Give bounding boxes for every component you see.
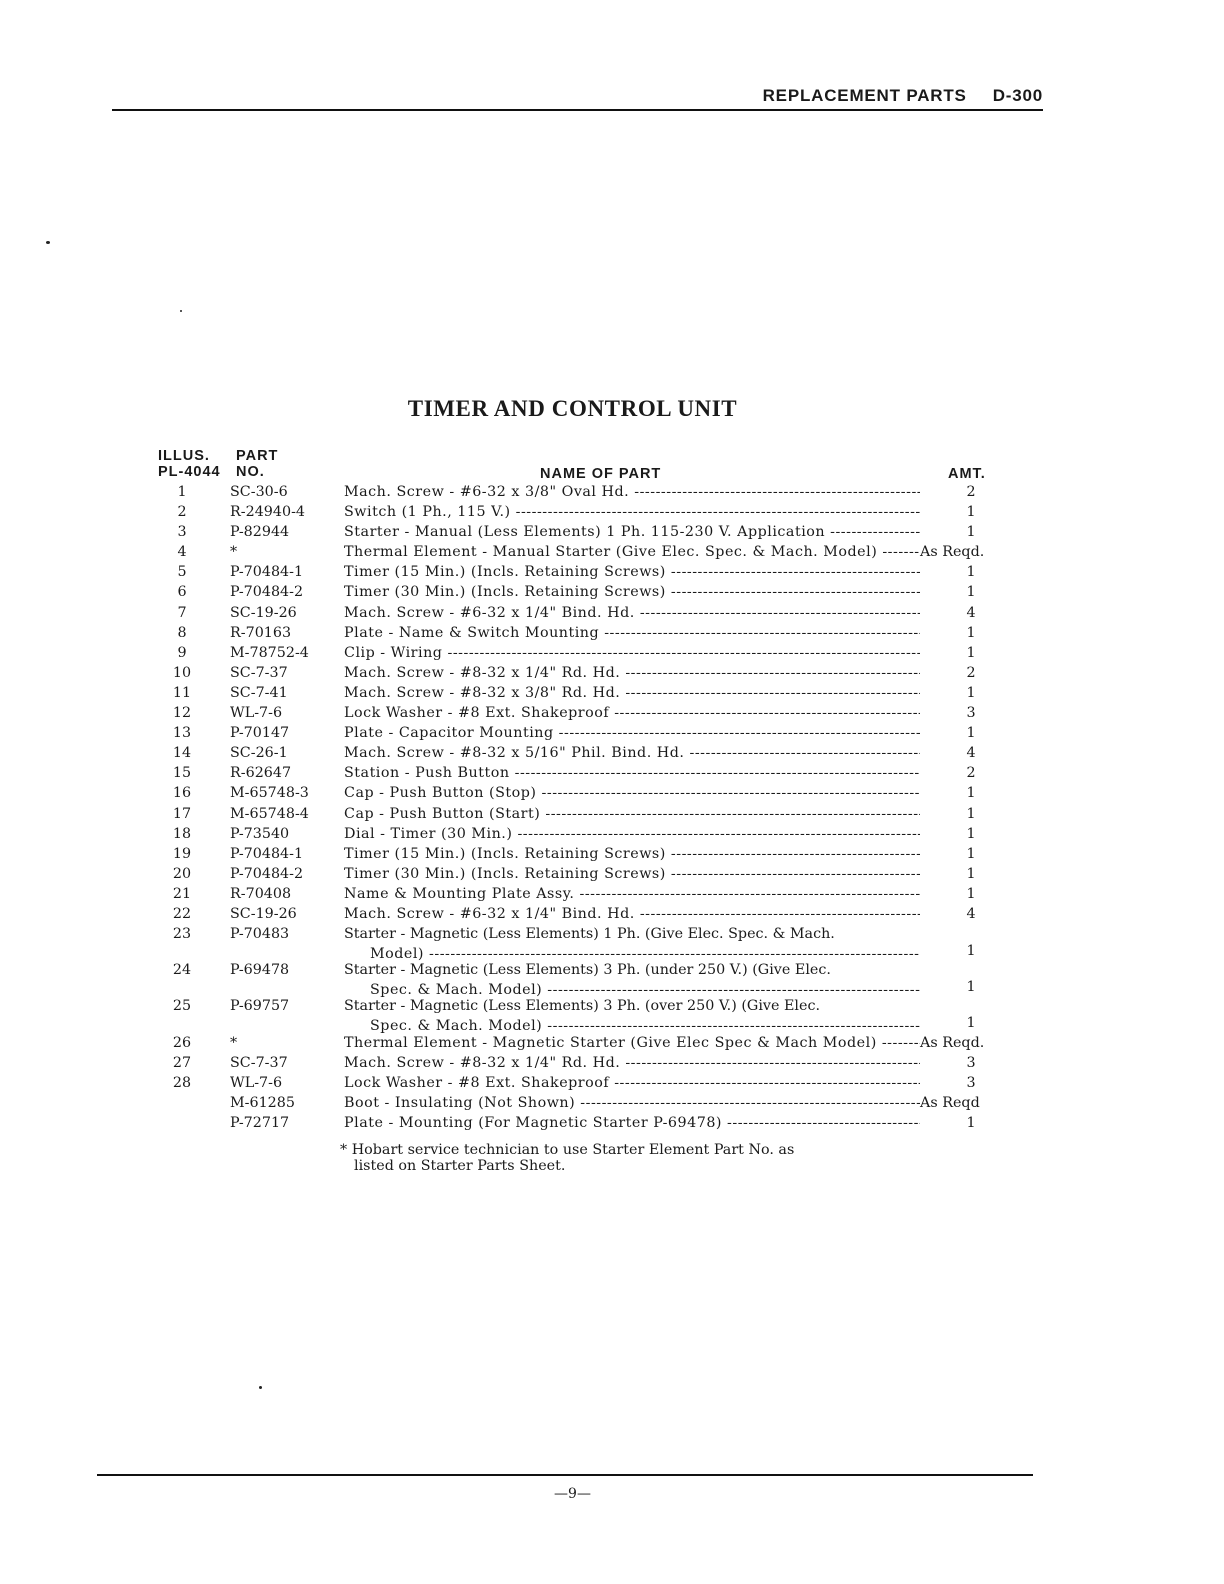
part-name-text: Plate - Capacitor Mounting ----- bbox=[344, 723, 920, 743]
part-name-line2: Model) ----- bbox=[344, 944, 920, 964]
table-row bbox=[0, 522, 1224, 542]
part-amount: 1 bbox=[966, 624, 976, 641]
part-number: WL-7-6 bbox=[230, 705, 283, 722]
part-name bbox=[344, 1073, 920, 1093]
part-name-text: Starter - Manual (Less Elements) 1 Ph. 115-230 V. Application ----- bbox=[344, 522, 920, 542]
part-number: SC-7-37 bbox=[230, 1054, 288, 1071]
part-amount: As Reqd bbox=[920, 1094, 980, 1111]
part-name bbox=[344, 783, 920, 803]
part-number: R-24940-4 bbox=[230, 504, 306, 521]
illus-number: 27 bbox=[172, 1054, 192, 1071]
table-row bbox=[0, 1033, 1224, 1053]
part-name-text: Plate - Name & Switch Mounting ----- bbox=[344, 623, 920, 643]
part-name-text: Timer (30 Min.) (Incls. Retaining Screws) ----- bbox=[344, 864, 920, 884]
part-name bbox=[344, 582, 920, 602]
table-row bbox=[0, 502, 1224, 522]
illus-number: 7 bbox=[177, 604, 187, 621]
part-name bbox=[344, 502, 920, 522]
part-name-line1: Starter - Magnetic (Less Elements) 3 Ph. (over 250 V.) (Give Elec. bbox=[344, 998, 821, 1015]
illus-header-line1: ILLUS. bbox=[158, 448, 210, 464]
part-name bbox=[344, 904, 920, 924]
part-amount: 2 bbox=[966, 765, 976, 782]
parts-list bbox=[0, 482, 1224, 1133]
footnote-line2: listed on Starter Parts Sheet. bbox=[354, 1158, 566, 1174]
scan-speck bbox=[46, 241, 50, 244]
part-number: P-70484-1 bbox=[230, 845, 304, 862]
part-number: SC-19-26 bbox=[230, 905, 297, 922]
part-number: R-70163 bbox=[230, 624, 292, 641]
part-number: P-70484-2 bbox=[230, 865, 304, 882]
part-number: SC-26-1 bbox=[230, 745, 288, 762]
illus-number: 19 bbox=[172, 845, 192, 862]
part-number: SC-19-26 bbox=[230, 604, 297, 621]
table-row bbox=[0, 783, 1224, 803]
part-name-text: Mach. Screw - #6-32 x 1/4" Bind. Hd. ----- bbox=[344, 603, 920, 623]
part-name-text: Switch (1 Ph., 115 V.) ----- bbox=[344, 502, 920, 522]
table-row bbox=[0, 1093, 1224, 1113]
table-row bbox=[0, 683, 1224, 703]
illus-number: 20 bbox=[172, 865, 192, 882]
footnote bbox=[340, 1142, 920, 1174]
illus-number: 6 bbox=[177, 584, 187, 601]
table-row bbox=[0, 542, 1224, 562]
part-number: M-65748-3 bbox=[230, 785, 309, 802]
illus-number: 26 bbox=[172, 1034, 192, 1051]
table-row bbox=[0, 884, 1224, 904]
illus-number: 11 bbox=[172, 684, 192, 701]
table-row bbox=[0, 804, 1224, 824]
part-name-text: Lock Washer - #8 Ext. Shakeproof ----- bbox=[344, 1073, 920, 1093]
part-amount: 1 bbox=[966, 524, 976, 541]
part-amount: 1 bbox=[966, 845, 976, 862]
part-number: M-78752-4 bbox=[230, 644, 309, 661]
part-number: SC-7-37 bbox=[230, 664, 288, 681]
table-row bbox=[0, 924, 1224, 963]
scan-speck bbox=[180, 310, 182, 312]
part-name-text: Timer (30 Min.) (Incls. Retaining Screws) ----- bbox=[344, 582, 920, 602]
part-name-text: Timer (15 Min.) (Incls. Retaining Screws) ----- bbox=[344, 562, 920, 582]
table-row bbox=[0, 603, 1224, 623]
table-row bbox=[0, 824, 1224, 844]
illus-number: 5 bbox=[177, 564, 187, 581]
table-row bbox=[0, 904, 1224, 924]
part-name bbox=[344, 804, 920, 824]
section-title: REPLACEMENT PARTS bbox=[762, 86, 967, 105]
illus-number: 17 bbox=[172, 805, 192, 822]
table-row bbox=[0, 844, 1224, 864]
illus-number: 9 bbox=[177, 644, 187, 661]
part-column-header bbox=[236, 448, 278, 480]
table-row bbox=[0, 643, 1224, 663]
illus-number: 16 bbox=[172, 785, 192, 802]
part-name-text: Cap - Push Button (Stop) ----- bbox=[344, 783, 920, 803]
illus-number: 23 bbox=[172, 926, 192, 943]
illus-number: 12 bbox=[172, 705, 192, 722]
part-number: P-70484-1 bbox=[230, 564, 304, 581]
footnote-line1: * Hobart service technician to use Starter Element Part No. as bbox=[340, 1142, 795, 1158]
part-name-line1: Starter - Magnetic (Less Elements) 1 Ph. (Give Elec. Spec. & Mach. bbox=[344, 926, 835, 943]
illus-number: 18 bbox=[172, 825, 192, 842]
part-name bbox=[344, 924, 920, 964]
part-amount: 1 bbox=[966, 564, 976, 581]
part-name-text: Cap - Push Button (Start) ----- bbox=[344, 804, 920, 824]
part-name-text: Station - Push Button ----- bbox=[344, 763, 920, 783]
table-row bbox=[0, 1073, 1224, 1093]
part-amount: 1 bbox=[966, 644, 976, 661]
part-name-text: Mach. Screw - #8-32 x 3/8" Rd. Hd. ----- bbox=[344, 683, 920, 703]
part-name-text: Name & Mounting Plate Assy. ----- bbox=[344, 884, 920, 904]
part-name-text: Timer (15 Min.) (Incls. Retaining Screws) ----- bbox=[344, 844, 920, 864]
part-number: R-70408 bbox=[230, 885, 292, 902]
table-row bbox=[0, 996, 1224, 1035]
amount-column-header: AMT. bbox=[948, 466, 986, 482]
part-number: P-73540 bbox=[230, 825, 290, 842]
part-name bbox=[344, 864, 920, 884]
part-name bbox=[344, 996, 920, 1036]
part-amount: As Reqd. bbox=[920, 1034, 985, 1051]
part-name bbox=[344, 824, 920, 844]
part-name-text: Thermal Element - Magnetic Starter (Give Elec Spec & Mach Model) ----- bbox=[344, 1033, 920, 1053]
table-row bbox=[0, 743, 1224, 763]
illus-number: 4 bbox=[177, 544, 187, 561]
part-name bbox=[344, 763, 920, 783]
part-name bbox=[344, 603, 920, 623]
table-row bbox=[0, 1113, 1224, 1133]
part-amount: 4 bbox=[966, 745, 976, 762]
part-number: WL-7-6 bbox=[230, 1074, 283, 1091]
table-row bbox=[0, 723, 1224, 743]
part-name-text: Mach. Screw - #8-32 x 1/4" Rd. Hd. ----- bbox=[344, 1053, 920, 1073]
illus-number: 15 bbox=[172, 765, 192, 782]
illus-number: 25 bbox=[172, 998, 192, 1015]
part-header-line1: PART bbox=[236, 448, 279, 464]
part-name-text: Mach. Screw - #6-32 x 3/8" Oval Hd. ----- bbox=[344, 482, 920, 502]
part-number: M-65748-4 bbox=[230, 805, 309, 822]
part-name bbox=[344, 623, 920, 643]
part-amount: 4 bbox=[966, 604, 976, 621]
part-amount: 1 bbox=[966, 725, 976, 742]
part-name bbox=[344, 723, 920, 743]
part-number: M-61285 bbox=[230, 1094, 295, 1111]
part-number: R-62647 bbox=[230, 765, 292, 782]
illus-number: 3 bbox=[177, 524, 187, 541]
illus-column-header bbox=[158, 448, 221, 480]
part-name bbox=[344, 542, 920, 562]
part-name bbox=[344, 1053, 920, 1073]
part-name bbox=[344, 884, 920, 904]
name-column-header: NAME OF PART bbox=[540, 466, 662, 482]
page-header bbox=[112, 86, 1043, 111]
table-row bbox=[0, 482, 1224, 502]
part-name bbox=[344, 643, 920, 663]
part-amount: 1 bbox=[966, 504, 976, 521]
part-amount: 3 bbox=[966, 705, 976, 722]
part-number: P-69478 bbox=[230, 962, 290, 979]
part-number: P-82944 bbox=[230, 524, 290, 541]
part-name-text: Clip - Wiring ----- bbox=[344, 643, 920, 663]
part-number: P-72717 bbox=[230, 1115, 290, 1131]
illus-number: 8 bbox=[177, 624, 187, 641]
part-amount: 1 bbox=[966, 1115, 976, 1131]
part-name-text: Lock Washer - #8 Ext. Shakeproof ----- bbox=[344, 703, 920, 723]
part-name-line1: Starter - Magnetic (Less Elements) 3 Ph. (under 250 V.) (Give Elec. bbox=[344, 962, 831, 979]
part-amount: 3 bbox=[966, 1074, 976, 1091]
page-title: TIMER AND CONTROL UNIT bbox=[407, 396, 738, 421]
table-row bbox=[0, 960, 1224, 999]
bottom-rule bbox=[97, 1474, 1033, 1476]
part-name-line2: Spec. & Mach. Model) ----- bbox=[344, 980, 920, 1000]
part-amount: 1 bbox=[966, 865, 976, 882]
part-name bbox=[344, 844, 920, 864]
part-name-text: Boot - Insulating (Not Shown) ----- bbox=[344, 1093, 920, 1113]
table-row bbox=[0, 582, 1224, 602]
illus-number: 22 bbox=[172, 905, 192, 922]
part-amount: 1 bbox=[966, 1015, 976, 1032]
table-row bbox=[0, 562, 1224, 582]
part-name bbox=[344, 743, 920, 763]
part-amount: 1 bbox=[966, 684, 976, 701]
table-row bbox=[0, 623, 1224, 643]
table-row bbox=[0, 663, 1224, 683]
part-amount: 4 bbox=[966, 905, 976, 922]
part-name-text: Mach. Screw - #6-32 x 1/4" Bind. Hd. ----- bbox=[344, 904, 920, 924]
part-number: * bbox=[230, 1034, 238, 1051]
document-number: D-300 bbox=[992, 86, 1043, 105]
illus-number: 21 bbox=[172, 885, 192, 902]
part-header-line2: NO. bbox=[236, 464, 265, 480]
part-name bbox=[344, 960, 920, 1000]
part-name bbox=[344, 703, 920, 723]
part-amount: 1 bbox=[966, 584, 976, 601]
illus-number: 14 bbox=[172, 745, 192, 762]
illus-number: 2 bbox=[177, 504, 187, 521]
illus-number: 1 bbox=[177, 484, 187, 500]
part-amount: 1 bbox=[966, 785, 976, 802]
part-number: P-69757 bbox=[230, 998, 290, 1015]
part-name-text: Thermal Element - Manual Starter (Give Elec. Spec. & Mach. Model) ----- bbox=[344, 542, 920, 562]
illus-number: 13 bbox=[172, 725, 192, 742]
part-amount: 1 bbox=[966, 979, 976, 996]
part-amount: 3 bbox=[966, 1054, 976, 1071]
part-number: P-70483 bbox=[230, 926, 290, 943]
part-amount: 1 bbox=[966, 805, 976, 822]
part-number: P-70147 bbox=[230, 725, 290, 742]
part-amount: 2 bbox=[966, 484, 976, 500]
part-name bbox=[344, 683, 920, 703]
part-name bbox=[344, 1033, 920, 1053]
part-name-text: Plate - Mounting (For Magnetic Starter P-69478) ----- bbox=[344, 1113, 920, 1133]
part-number: * bbox=[230, 544, 238, 561]
part-amount: 1 bbox=[966, 825, 976, 842]
illus-number: 24 bbox=[172, 962, 192, 979]
part-name-line2: Spec. & Mach. Model) ----- bbox=[344, 1016, 920, 1036]
part-name bbox=[344, 562, 920, 582]
table-row bbox=[0, 1053, 1224, 1073]
part-amount: 1 bbox=[966, 943, 976, 960]
part-name-text: Mach. Screw - #8-32 x 1/4" Rd. Hd. ----- bbox=[344, 663, 920, 683]
part-name bbox=[344, 663, 920, 683]
part-name bbox=[344, 1113, 920, 1133]
part-name bbox=[344, 522, 920, 542]
scan-speck bbox=[259, 1386, 262, 1389]
illus-number: 10 bbox=[172, 664, 192, 681]
illus-header-line2: PL-4044 bbox=[158, 464, 221, 480]
part-name-text: Mach. Screw - #8-32 x 5/16" Phil. Bind. Hd. ----- bbox=[344, 743, 920, 763]
part-number: SC-30-6 bbox=[230, 484, 288, 500]
part-number: SC-7-41 bbox=[230, 684, 288, 701]
table-row bbox=[0, 763, 1224, 783]
part-number: P-70484-2 bbox=[230, 584, 304, 601]
part-amount: 1 bbox=[966, 885, 976, 902]
table-row bbox=[0, 703, 1224, 723]
illus-number: 28 bbox=[172, 1074, 192, 1091]
page-number: —9— bbox=[554, 1486, 591, 1502]
table-row bbox=[0, 864, 1224, 884]
part-amount: As Reqd. bbox=[920, 544, 985, 561]
part-amount: 2 bbox=[966, 664, 976, 681]
part-name bbox=[344, 1093, 920, 1113]
part-name bbox=[344, 482, 920, 502]
part-name-text: Dial - Timer (30 Min.) ----- bbox=[344, 824, 920, 844]
